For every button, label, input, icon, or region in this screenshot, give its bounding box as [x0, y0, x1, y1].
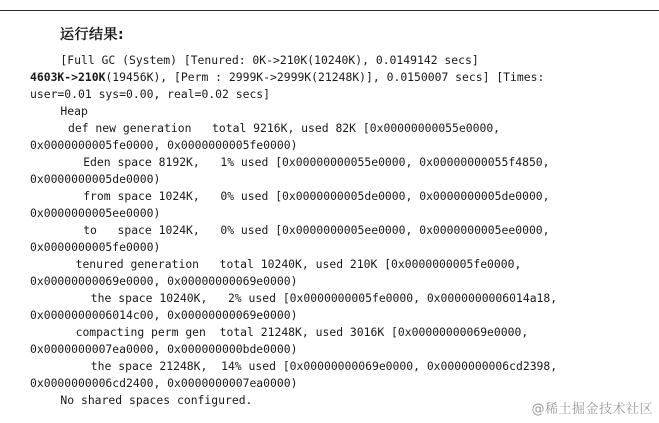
log-line	[30, 86, 270, 103]
log-line-text: Heap	[60, 104, 88, 118]
log-line	[60, 103, 87, 120]
log-line	[30, 171, 160, 188]
log-line	[30, 239, 160, 256]
log-line-text: No shared spaces configured.	[60, 393, 253, 407]
log-line	[60, 392, 252, 409]
log-line-text: the space 10240K, 2% used [0x0000000005fe0000, 0x0000000006014a18,	[90, 291, 558, 305]
log-line	[91, 290, 557, 307]
log-line	[83, 222, 549, 239]
log-line	[83, 154, 549, 171]
log-line	[30, 69, 544, 86]
log-line-text: 0x0000000005ee0000)	[30, 206, 161, 220]
log-line-text: user=0.01 sys=0.00, real=0.02 secs]	[30, 87, 271, 101]
log-line	[30, 205, 160, 222]
section-heading: 运行结果:	[60, 27, 125, 43]
log-line	[30, 375, 297, 392]
top-divider	[0, 10, 659, 11]
log-line-text: from space 1024K, 0% used [0x0000000005de0000, 0x0000000005de0000,	[83, 189, 550, 203]
log-line-text: 0x0000000005de0000)	[30, 172, 161, 186]
log-line	[30, 341, 297, 358]
watermark: @稀土掘金技术社区	[531, 402, 653, 417]
log-line	[76, 256, 522, 273]
log-line-text: Eden space 8192K, 1% used [0x00000000055e0000, 0x00000000055f4850,	[83, 155, 550, 169]
log-line-text: 0x00000000069e0000, 0x00000000069e0000)	[30, 274, 298, 288]
log-line	[60, 52, 478, 69]
log-line	[83, 188, 549, 205]
log-line-text: to space 1024K, 0% used [0x0000000005ee0000, 0x0000000005ee0000,	[83, 223, 550, 237]
log-line-text: 0x0000000006cd2400, 0x0000000007ea0000)	[30, 376, 298, 390]
log-line	[30, 273, 297, 290]
log-line-text: 0x0000000005fe0000)	[30, 240, 161, 254]
log-line-text: tenured generation total 10240K, used 210K [0x0000000005fe0000,	[75, 257, 522, 271]
log-line	[30, 307, 297, 324]
log-line-text: 0x0000000005fe0000, 0x0000000005fe0000)	[30, 138, 298, 152]
log-line-text: [Full GC (System) [Tenured: 0K->210K(10240K), 0.0149142 secs]	[60, 53, 479, 67]
log-line-text: the space 21248K, 14% used [0x00000000069e0000, 0x0000000006cd2398,	[90, 359, 558, 373]
log-line	[68, 120, 500, 137]
log-line	[30, 137, 297, 154]
log-line	[91, 358, 557, 375]
log-line-text: 0x0000000006014c00, 0x00000000069e0000)	[30, 308, 298, 322]
log-line-bold-segment: 4603K->210K	[30, 70, 106, 84]
log-line-text: def new generation total 9216K, used 82K [0x00000000055e0000,	[68, 121, 501, 135]
log-line-text: compacting perm gen total 21248K, used 3016K [0x00000000069e0000,	[75, 325, 529, 339]
log-line	[76, 324, 529, 341]
log-line-text: 0x0000000007ea0000, 0x000000000bde0000)	[30, 342, 298, 356]
log-line-text: (19456K), [Perm : 2999K->2999K(21248K)], 0.0150007 secs] [Times:	[105, 70, 545, 84]
